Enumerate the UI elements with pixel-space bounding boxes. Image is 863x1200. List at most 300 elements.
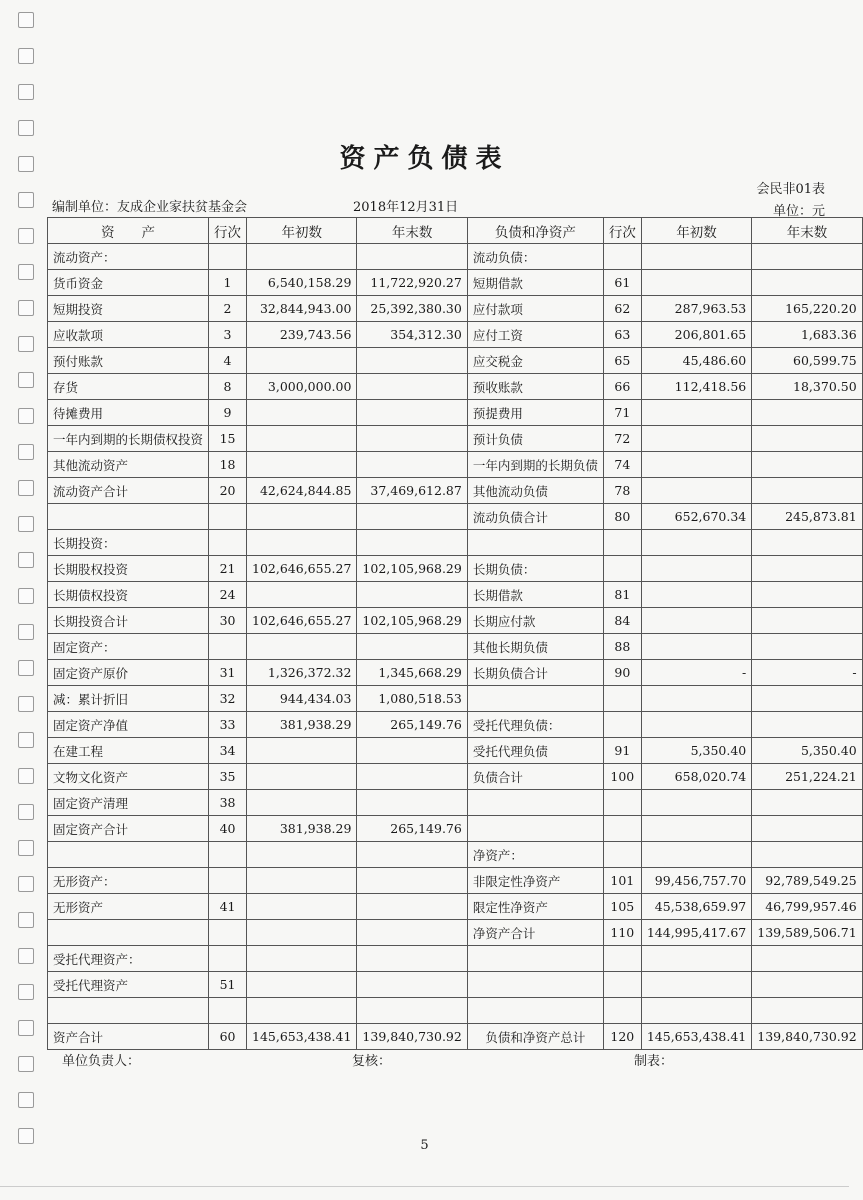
liab-line-cell xyxy=(603,686,641,712)
binder-hole-icon xyxy=(18,588,34,604)
asset-name-cell: 受托代理资产 xyxy=(48,972,209,998)
asset-name-cell: 受托代理资产： xyxy=(48,946,209,972)
asset-begin-cell xyxy=(247,530,357,556)
table-row xyxy=(48,998,863,1024)
asset-name-cell: 无形资产 xyxy=(48,894,209,920)
liab-line-cell xyxy=(603,842,641,868)
liab-begin-cell: 658,020.74 xyxy=(641,764,751,790)
asset-line-cell: 21 xyxy=(209,556,247,582)
liab-end-cell: 139,840,730.92 xyxy=(752,1024,862,1050)
asset-name-cell: 应收款项 xyxy=(48,322,209,348)
table-row xyxy=(48,842,863,868)
asset-line-cell: 31 xyxy=(209,660,247,686)
balance-sheet-table xyxy=(47,217,863,1050)
binder-hole-icon xyxy=(18,840,34,856)
liab-begin-cell xyxy=(641,582,751,608)
asset-end-cell xyxy=(357,868,467,894)
liab-begin-cell: 45,538,659.97 xyxy=(641,894,751,920)
binder-hole-icon xyxy=(18,12,34,28)
binder-hole-icon xyxy=(18,372,34,388)
liab-line-cell: 88 xyxy=(603,634,641,660)
liab-end-cell: 165,220.20 xyxy=(752,296,862,322)
asset-line-cell: 34 xyxy=(209,738,247,764)
liab-line-cell: 78 xyxy=(603,478,641,504)
page-number: 5 xyxy=(420,1138,429,1153)
liab-end-cell xyxy=(752,478,862,504)
asset-name-cell: 长期债权投资 xyxy=(48,582,209,608)
asset-begin-cell: 1,326,372.32 xyxy=(247,660,357,686)
liab-end-cell xyxy=(752,608,862,634)
header-line-2: 行次 xyxy=(603,218,641,244)
asset-name-cell: 短期投资 xyxy=(48,296,209,322)
liab-name-cell xyxy=(467,816,603,842)
liab-begin-cell xyxy=(641,608,751,634)
asset-name-cell: 文物文化资产 xyxy=(48,764,209,790)
asset-begin-cell: 239,743.56 xyxy=(247,322,357,348)
liab-end-cell: 18,370.50 xyxy=(752,374,862,400)
liab-name-cell: 预计负债 xyxy=(467,426,603,452)
liab-end-cell xyxy=(752,400,862,426)
asset-name-cell: 无形资产： xyxy=(48,868,209,894)
asset-begin-cell xyxy=(247,868,357,894)
asset-line-cell xyxy=(209,842,247,868)
liab-line-cell: 63 xyxy=(603,322,641,348)
asset-name-cell: 预付账款 xyxy=(48,348,209,374)
asset-name-cell: 存货 xyxy=(48,374,209,400)
liab-line-cell: 91 xyxy=(603,738,641,764)
liab-begin-cell xyxy=(641,244,751,270)
table-row xyxy=(48,244,863,270)
liab-line-cell xyxy=(603,998,641,1024)
binder-hole-icon xyxy=(18,1020,34,1036)
asset-end-cell: 265,149.76 xyxy=(357,712,467,738)
binder-hole-icon xyxy=(18,336,34,352)
asset-name-cell: 减：累计折旧 xyxy=(48,686,209,712)
asset-line-cell: 15 xyxy=(209,426,247,452)
asset-begin-cell xyxy=(247,790,357,816)
binder-hole-icon xyxy=(18,264,34,280)
table-row xyxy=(48,530,863,556)
table-row xyxy=(48,478,863,504)
liab-name-cell: 受托代理负债： xyxy=(467,712,603,738)
asset-end-cell xyxy=(357,972,467,998)
liab-line-cell: 72 xyxy=(603,426,641,452)
asset-begin-cell: 944,434.03 xyxy=(247,686,357,712)
asset-end-cell xyxy=(357,894,467,920)
asset-line-cell: 60 xyxy=(209,1024,247,1050)
asset-begin-cell xyxy=(247,946,357,972)
liab-begin-cell xyxy=(641,972,751,998)
asset-begin-cell xyxy=(247,764,357,790)
liab-line-cell xyxy=(603,816,641,842)
liab-name-cell xyxy=(467,790,603,816)
liab-line-cell: 105 xyxy=(603,894,641,920)
liab-name-cell: 预提费用 xyxy=(467,400,603,426)
liab-line-cell xyxy=(603,244,641,270)
liab-line-cell: 100 xyxy=(603,764,641,790)
asset-end-cell xyxy=(357,946,467,972)
asset-begin-cell xyxy=(247,348,357,374)
binder-hole-icon xyxy=(18,948,34,964)
asset-name-cell: 货币资金 xyxy=(48,270,209,296)
binder-hole-icon xyxy=(18,768,34,784)
asset-end-cell xyxy=(357,842,467,868)
asset-end-cell xyxy=(357,452,467,478)
header-row xyxy=(48,218,863,244)
asset-name-cell: 流动资产： xyxy=(48,244,209,270)
liab-name-cell: 其他流动负债 xyxy=(467,478,603,504)
asset-name-cell: 固定资产合计 xyxy=(48,816,209,842)
asset-line-cell: 1 xyxy=(209,270,247,296)
table-row xyxy=(48,296,863,322)
asset-begin-cell: 102,646,655.27 xyxy=(247,556,357,582)
binder-hole-icon xyxy=(18,516,34,532)
asset-line-cell xyxy=(209,634,247,660)
binder-holes xyxy=(18,0,38,1200)
asset-line-cell: 40 xyxy=(209,816,247,842)
liab-name-cell: 负债合计 xyxy=(467,764,603,790)
asset-line-cell xyxy=(209,946,247,972)
liab-name-cell: 应付款项 xyxy=(467,296,603,322)
asset-line-cell: 30 xyxy=(209,608,247,634)
liab-begin-cell: 287,963.53 xyxy=(641,296,751,322)
table-row xyxy=(48,322,863,348)
liab-end-cell xyxy=(752,426,862,452)
asset-line-cell: 35 xyxy=(209,764,247,790)
liab-end-cell xyxy=(752,530,862,556)
page-title: 资产负债表 xyxy=(339,144,510,174)
liab-end-cell: 92,789,549.25 xyxy=(752,868,862,894)
binder-hole-icon xyxy=(18,480,34,496)
asset-end-cell xyxy=(357,634,467,660)
header-begin-2: 年初数 xyxy=(641,218,751,244)
table-row xyxy=(48,894,863,920)
binder-hole-icon xyxy=(18,228,34,244)
asset-begin-cell xyxy=(247,244,357,270)
binder-hole-icon xyxy=(18,192,34,208)
asset-end-cell: 354,312.30 xyxy=(357,322,467,348)
currency-unit: 单位：元 xyxy=(772,204,825,219)
asset-line-cell xyxy=(209,920,247,946)
binder-hole-icon xyxy=(18,624,34,640)
table-row xyxy=(48,920,863,946)
asset-begin-cell: 381,938.29 xyxy=(247,712,357,738)
asset-line-cell: 38 xyxy=(209,790,247,816)
liab-begin-cell xyxy=(641,998,751,1024)
table-row xyxy=(48,972,863,998)
liab-name-cell xyxy=(467,998,603,1024)
asset-end-cell: 265,149.76 xyxy=(357,816,467,842)
reporting-entity: 编制单位：友成企业家扶贫基金会 xyxy=(52,200,248,215)
table-row xyxy=(48,946,863,972)
report-date: 2018年12月31日 xyxy=(353,200,459,215)
table-row xyxy=(48,400,863,426)
asset-name-cell: 一年内到期的长期债权投资 xyxy=(48,426,209,452)
table-row xyxy=(48,712,863,738)
asset-line-cell xyxy=(209,868,247,894)
liab-name-cell: 净资产合计 xyxy=(467,920,603,946)
liab-name-cell: 长期应付款 xyxy=(467,608,603,634)
asset-end-cell xyxy=(357,348,467,374)
liab-begin-cell xyxy=(641,634,751,660)
liab-line-cell: 80 xyxy=(603,504,641,530)
liab-line-cell: 71 xyxy=(603,400,641,426)
binder-hole-icon xyxy=(18,1056,34,1072)
liab-name-cell xyxy=(467,686,603,712)
table-row xyxy=(48,868,863,894)
asset-begin-cell: 32,844,943.00 xyxy=(247,296,357,322)
liab-name-cell: 长期负债： xyxy=(467,556,603,582)
asset-end-cell: 25,392,380.30 xyxy=(357,296,467,322)
table-row xyxy=(48,816,863,842)
liab-begin-cell xyxy=(641,530,751,556)
liab-name-cell: 长期负债合计 xyxy=(467,660,603,686)
asset-line-cell: 18 xyxy=(209,452,247,478)
liab-begin-cell: 652,670.34 xyxy=(641,504,751,530)
liab-begin-cell xyxy=(641,686,751,712)
footer-prepared: 制表： xyxy=(634,1054,674,1069)
binder-hole-icon xyxy=(18,876,34,892)
table-row xyxy=(48,738,863,764)
liab-begin-cell xyxy=(641,270,751,296)
liab-end-cell xyxy=(752,634,862,660)
asset-name-cell xyxy=(48,504,209,530)
asset-end-cell xyxy=(357,400,467,426)
asset-name-cell: 其他流动资产 xyxy=(48,452,209,478)
liab-begin-cell: 5,350.40 xyxy=(641,738,751,764)
liab-end-cell: 5,350.40 xyxy=(752,738,862,764)
liab-name-cell: 一年内到期的长期负债 xyxy=(467,452,603,478)
liab-begin-cell xyxy=(641,556,751,582)
asset-begin-cell xyxy=(247,634,357,660)
liab-end-cell: 1,683.36 xyxy=(752,322,862,348)
asset-line-cell: 41 xyxy=(209,894,247,920)
binder-hole-icon xyxy=(18,660,34,676)
asset-end-cell xyxy=(357,530,467,556)
liab-name-cell: 负债和净资产总计 xyxy=(467,1024,603,1050)
liab-name-cell xyxy=(467,972,603,998)
asset-name-cell: 在建工程 xyxy=(48,738,209,764)
table-body xyxy=(48,244,863,1050)
header-line: 行次 xyxy=(209,218,247,244)
table-row xyxy=(48,452,863,478)
binder-hole-icon xyxy=(18,984,34,1000)
asset-begin-cell: 6,540,158.29 xyxy=(247,270,357,296)
header-end-2: 年末数 xyxy=(752,218,862,244)
liab-end-cell xyxy=(752,244,862,270)
liab-line-cell: 101 xyxy=(603,868,641,894)
asset-end-cell xyxy=(357,790,467,816)
asset-begin-cell: 3,000,000.00 xyxy=(247,374,357,400)
asset-begin-cell xyxy=(247,920,357,946)
liab-name-cell: 净资产： xyxy=(467,842,603,868)
asset-name-cell xyxy=(48,842,209,868)
liab-name-cell: 非限定性净资产 xyxy=(467,868,603,894)
asset-line-cell xyxy=(209,244,247,270)
liab-line-cell xyxy=(603,712,641,738)
liab-end-cell: 251,224.21 xyxy=(752,764,862,790)
asset-end-cell: 37,469,612.87 xyxy=(357,478,467,504)
liab-end-cell: 60,599.75 xyxy=(752,348,862,374)
liab-name-cell: 长期借款 xyxy=(467,582,603,608)
table-row xyxy=(48,426,863,452)
liab-name-cell: 其他长期负债 xyxy=(467,634,603,660)
asset-name-cell xyxy=(48,998,209,1024)
binder-hole-icon xyxy=(18,120,34,136)
binder-hole-icon xyxy=(18,696,34,712)
table-row xyxy=(48,270,863,296)
liab-line-cell xyxy=(603,556,641,582)
table-row xyxy=(48,634,863,660)
table-row xyxy=(48,660,863,686)
asset-end-cell xyxy=(357,764,467,790)
footer-review: 复核： xyxy=(352,1054,392,1069)
liab-end-cell: - xyxy=(752,660,862,686)
asset-name-cell xyxy=(48,920,209,946)
liab-line-cell xyxy=(603,972,641,998)
asset-name-cell: 流动资产合计 xyxy=(48,478,209,504)
binder-hole-icon xyxy=(18,804,34,820)
liab-begin-cell xyxy=(641,816,751,842)
liab-name-cell: 流动负债合计 xyxy=(467,504,603,530)
asset-end-cell xyxy=(357,374,467,400)
liab-line-cell: 81 xyxy=(603,582,641,608)
asset-end-cell: 139,840,730.92 xyxy=(357,1024,467,1050)
liab-name-cell xyxy=(467,946,603,972)
asset-begin-cell xyxy=(247,998,357,1024)
asset-line-cell: 24 xyxy=(209,582,247,608)
table-row xyxy=(48,504,863,530)
liab-begin-cell: 145,653,438.41 xyxy=(641,1024,751,1050)
asset-line-cell: 2 xyxy=(209,296,247,322)
asset-end-cell: 11,722,920.27 xyxy=(357,270,467,296)
liab-end-cell: 46,799,957.46 xyxy=(752,894,862,920)
liab-end-cell xyxy=(752,790,862,816)
asset-begin-cell: 102,646,655.27 xyxy=(247,608,357,634)
liab-end-cell: 139,589,506.71 xyxy=(752,920,862,946)
table-row xyxy=(48,348,863,374)
asset-begin-cell xyxy=(247,972,357,998)
asset-line-cell: 20 xyxy=(209,478,247,504)
asset-begin-cell: 42,624,844.85 xyxy=(247,478,357,504)
liab-line-cell: 61 xyxy=(603,270,641,296)
liab-name-cell: 短期借款 xyxy=(467,270,603,296)
liab-end-cell xyxy=(752,842,862,868)
asset-name-cell: 固定资产净值 xyxy=(48,712,209,738)
header-asset: 资 产 xyxy=(48,218,209,244)
footer-responsible: 单位负责人： xyxy=(62,1054,141,1069)
asset-begin-cell xyxy=(247,400,357,426)
asset-name-cell: 长期股权投资 xyxy=(48,556,209,582)
table-row xyxy=(48,582,863,608)
table-row xyxy=(48,556,863,582)
liab-end-cell xyxy=(752,556,862,582)
liab-end-cell xyxy=(752,998,862,1024)
liab-begin-cell: 206,801.65 xyxy=(641,322,751,348)
asset-end-cell: 1,080,518.53 xyxy=(357,686,467,712)
asset-end-cell xyxy=(357,998,467,1024)
asset-name-cell: 固定资产清理 xyxy=(48,790,209,816)
liab-end-cell xyxy=(752,946,862,972)
liab-name-cell: 预收账款 xyxy=(467,374,603,400)
asset-line-cell xyxy=(209,504,247,530)
asset-begin-cell xyxy=(247,738,357,764)
table-row xyxy=(48,1024,863,1050)
binder-hole-icon xyxy=(18,300,34,316)
liab-line-cell xyxy=(603,530,641,556)
asset-name-cell: 待摊费用 xyxy=(48,400,209,426)
asset-line-cell: 4 xyxy=(209,348,247,374)
asset-begin-cell xyxy=(247,426,357,452)
liab-line-cell xyxy=(603,946,641,972)
asset-line-cell: 3 xyxy=(209,322,247,348)
liab-begin-cell xyxy=(641,842,751,868)
liab-name-cell xyxy=(467,530,603,556)
liab-name-cell: 受托代理负债 xyxy=(467,738,603,764)
asset-line-cell: 51 xyxy=(209,972,247,998)
header-liabilities: 负债和净资产 xyxy=(467,218,603,244)
asset-begin-cell xyxy=(247,504,357,530)
asset-name-cell: 长期投资： xyxy=(48,530,209,556)
asset-begin-cell xyxy=(247,894,357,920)
liab-line-cell: 74 xyxy=(603,452,641,478)
header-end: 年末数 xyxy=(357,218,467,244)
form-code: 会民非01表 xyxy=(756,182,825,197)
asset-begin-cell xyxy=(247,452,357,478)
liab-end-cell xyxy=(752,582,862,608)
asset-end-cell: 1,345,668.29 xyxy=(357,660,467,686)
binder-hole-icon xyxy=(18,732,34,748)
binder-hole-icon xyxy=(18,84,34,100)
liab-begin-cell xyxy=(641,946,751,972)
liab-begin-cell: 112,418.56 xyxy=(641,374,751,400)
liab-name-cell: 流动负债： xyxy=(467,244,603,270)
liab-begin-cell xyxy=(641,712,751,738)
binder-hole-icon xyxy=(18,912,34,928)
liab-name-cell: 应交税金 xyxy=(467,348,603,374)
binder-hole-icon xyxy=(18,48,34,64)
asset-line-cell: 9 xyxy=(209,400,247,426)
asset-end-cell xyxy=(357,426,467,452)
liab-begin-cell xyxy=(641,400,751,426)
liab-begin-cell: 45,486.60 xyxy=(641,348,751,374)
asset-line-cell xyxy=(209,530,247,556)
binder-hole-icon xyxy=(18,1092,34,1108)
liab-begin-cell xyxy=(641,790,751,816)
table-row xyxy=(48,764,863,790)
liab-line-cell: 90 xyxy=(603,660,641,686)
asset-name-cell: 固定资产原价 xyxy=(48,660,209,686)
table-row xyxy=(48,686,863,712)
liab-end-cell xyxy=(752,452,862,478)
liab-begin-cell xyxy=(641,452,751,478)
asset-end-cell: 102,105,968.29 xyxy=(357,608,467,634)
binder-hole-icon xyxy=(18,444,34,460)
liab-line-cell: 110 xyxy=(603,920,641,946)
asset-line-cell xyxy=(209,998,247,1024)
liab-end-cell xyxy=(752,972,862,998)
liab-begin-cell xyxy=(641,426,751,452)
asset-begin-cell: 381,938.29 xyxy=(247,816,357,842)
asset-end-cell xyxy=(357,244,467,270)
liab-end-cell xyxy=(752,686,862,712)
asset-line-cell: 33 xyxy=(209,712,247,738)
binder-hole-icon xyxy=(18,552,34,568)
liab-line-cell: 84 xyxy=(603,608,641,634)
liab-name-cell: 限定性净资产 xyxy=(467,894,603,920)
asset-line-cell: 8 xyxy=(209,374,247,400)
asset-name-cell: 长期投资合计 xyxy=(48,608,209,634)
